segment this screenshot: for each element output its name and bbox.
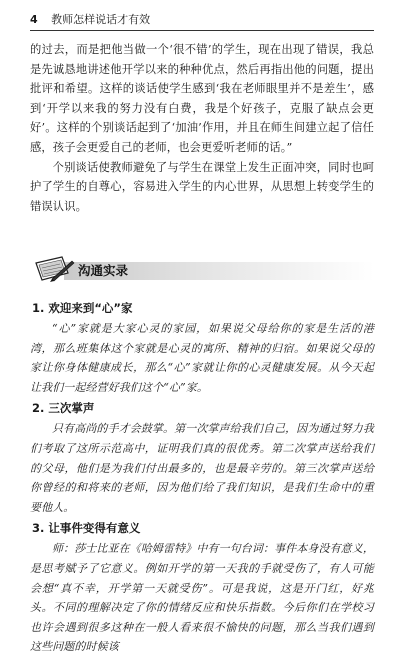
- section-title: 沟通实录: [78, 263, 129, 278]
- section-heading-1: 1. 欢迎来到“心”家: [32, 301, 133, 315]
- sections: [30, 297, 374, 657]
- intro-text: [30, 40, 374, 216]
- book-title: 教师怎样说话才有效: [51, 13, 151, 26]
- running-header: [30, 12, 374, 31]
- section-heading-3: 3. 让事件变得有意义: [32, 521, 141, 536]
- notebook-pencil-icon: [32, 253, 76, 283]
- section-text-3: 师：莎士比亚在《哈姆雷特》中有一句台词：事件本身没有意义，是思考赋予了它意义。例如开学的第一天我的手就受伤了，有人可能会想“真不幸，开学第一天就受伤”。可是我说，这是开门红，好兆头。不同的理解决定了你的情绪反应和快乐指数。今后你们在学校习也许会遇到很多这种在一般人看来很不愉快的问题，那么当我们遇到这些问题的时候该: [30, 542, 374, 654]
- page-number: 4: [30, 13, 38, 26]
- intro-paragraph-1: 的过去，而是把他当做一个‘很不错’的学生，现在出现了错误，我总是先诚恳地讲述他开学以来的种种优点，然后再指出他的问题，提出批评和希望。这样的谈话使学生感到‘我在老师眼里并不是差生’，感到‘开学以来我的努力没有白费，我是个好孩子，克服了缺点会更好’。这样的个别谈话起到了‘加油’作用，并且在师生间建立起了信任感，孩子会更爱自己的老师，也会更爱听老师的话。”: [30, 43, 374, 154]
- section-banner: [30, 253, 374, 283]
- section-heading-2: 2. 三次掌声: [32, 401, 95, 416]
- section-text-2: 只有高尚的手才会鼓掌。第一次掌声给我们自己，因为通过努力我们考取了这所示范高中，证明我们真的很优秀。第二次掌声送给我们的父母，他们是为我们付出最多的，也是最辛劳的。第三次掌声送给你曾经的和将来的老师，因为他们给了我们知识，是我们生命中的重要他人。: [30, 422, 374, 514]
- section-text-1: “心”家就是大家心灵的家园，如果说父母给你的家是生活的港湾，那么班集体这个家就是心灵的寓所、精神的归宿。如果说父母的家让你身体健康成长，那么“心”家就让你的心灵健康发展。从今天起让我们一起经营好我们这个“心”家。: [30, 322, 374, 394]
- intro-paragraph-2: 个别谈话使教师避免了与学生在课堂上发生正面冲突，同时也呵护了学生的自尊心，容易进入学生的内心世界，从思想上转变学生的错误认识。: [30, 160, 374, 213]
